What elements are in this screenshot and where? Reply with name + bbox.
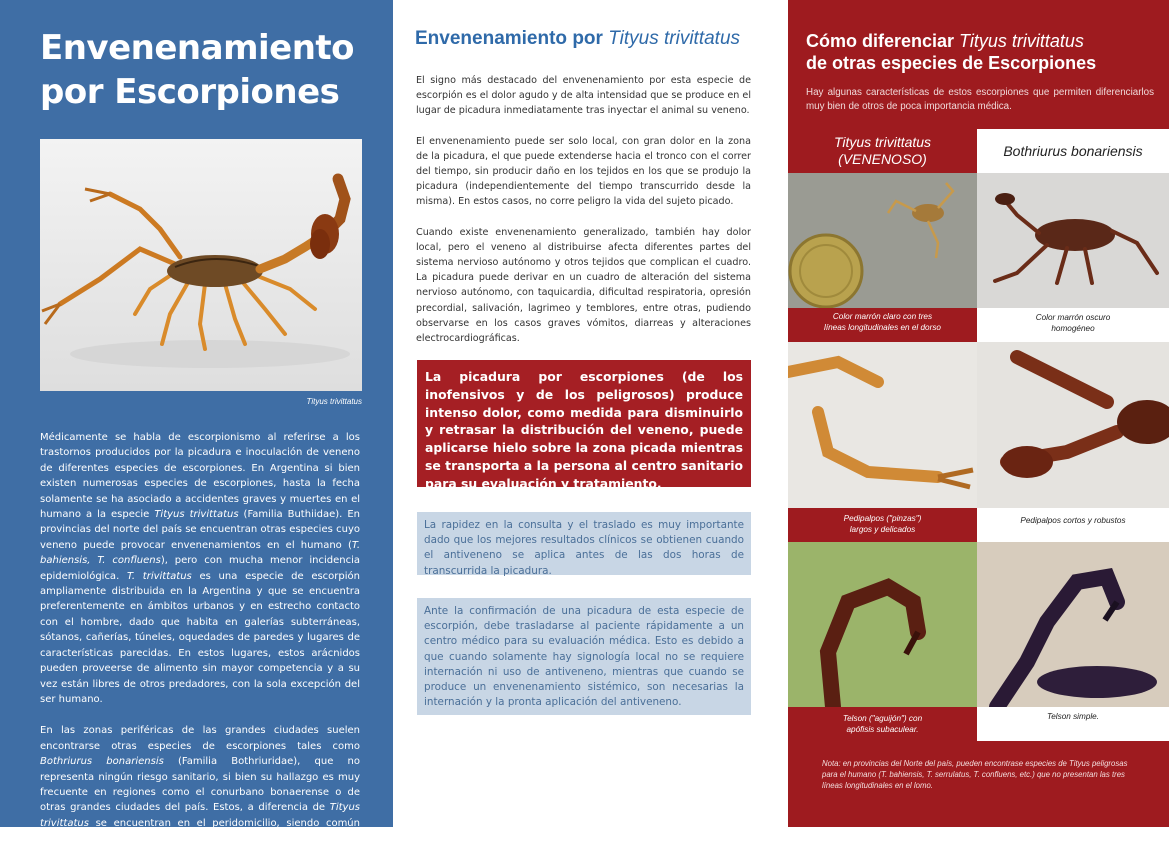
photo-tityus-dorsal — [788, 173, 977, 308]
comparison-intro: Hay algunas características de estos escorpiones que permiten diferenciarlos muy bien de otros de poca importancia médica. — [806, 87, 1154, 112]
caption-line: Color marrón oscuro — [1035, 313, 1111, 322]
caption-bothriurus-pedipalps: Pedipalpos cortos y robustos — [977, 508, 1169, 542]
caption-line: Pedipalpos ("pinzas") — [843, 514, 922, 523]
highlight-box-red: La picadura por escorpiones (de los inofensivos y de los peligrosos) produce intenso dolor, como medida para disminuirlo y retrasar la distribución del veneno, puede aplicarse hielo sobre la zona picada mientras se transporta a la persona al centro sanitario para su evaluación y tratamiento. — [417, 360, 751, 487]
caption-line: Color marrón claro con tres — [832, 312, 933, 321]
info-box-blue-2: Ante la confirmación de una picadura de esta especie de escorpión, debe trasladarse al paciente rápidamente a un centro médico para su evaluación médica. Esto es debido a que cuando solamente hay signología local no se requiere internación ni uso de antiveneno, mientras que cuando se produce un envenenamiento sistémico, son necesarias la internación y la pronta aplicación del antiveneno. — [417, 598, 751, 715]
caption-tityus-telson — [788, 707, 977, 741]
photo-bothriurus-dorsal — [977, 173, 1169, 308]
text-run: (Familia Buthiidae). En provincias del norte del país se encuentran otras especies cuyo veneno puede provocar envenenamientos en el humano ( — [40, 509, 360, 551]
page-title: Envenenamiento por Escorpiones — [40, 28, 355, 112]
caption-line: líneas longitudinales en el dorso — [824, 323, 941, 332]
paragraph — [40, 723, 360, 846]
species-name: T. bahiensis, T. confluens — [40, 539, 360, 567]
photo-tityus-telson — [788, 542, 977, 707]
title-text: Cómo diferenciar — [806, 31, 960, 51]
text-run: (Familia Bothriuridae), que no representa ningún riesgo sanitario, si bien su hallazgo es muy frecuente en regiones como el conurbano bonaerense o de otras grandes ciudades del país. Estos, a diferencia de — [40, 756, 361, 814]
column-header-bothriurus: Bothriurus bonariensis — [977, 129, 1169, 173]
caption-bothriurus-telson: Telson simple. — [977, 707, 1169, 741]
text-run: se encuentran en el peridomicilio, siendo común encontrarlos en jardines sobre todo en los meses cálidos. — [40, 817, 360, 845]
paragraph: Cuando existe envenenamiento generalizado, también hay dolor local, pero el veneno al distribuirse afecta diferentes partes del sistema nervioso autónomo y otros tejidos que complican el cuadro. La picadura puede derivar en un cuadro de alteración del sistema nervioso autónomo, con taquicardia, dificultad respiratoria, opresión precordial, salivación, lagrimeo y temblores, entre otras, pudiendo observarse en los casos graves vómitos, diarreas y alteraciones electrocardiográficas. — [416, 226, 751, 345]
caption-line: apófisis subaculear. — [846, 725, 919, 734]
paragraph: El envenenamiento puede ser solo local, con gran dolor en la zona de la picadura, el que puede extenderse hacia el tronco con el correr del tiempo, sin producir daño en los tejidos en los que se produjo la picadura (independientemente del tiempo transcurrido desde la misma). En estos casos, no corre peligro la vida del sujeto picado. — [416, 135, 751, 208]
middle-body-text — [416, 73, 751, 361]
paragraph: El signo más destacado del envenenamiento por esta especie de escorpión es el dolor agudo y de alta intensidad que se produce en el lugar de picadura inmediatamente tras inyectar el animal su veneno. — [416, 75, 751, 117]
title-text: de otras especies de Escorpiones — [806, 53, 1097, 73]
species-name: T. trivittatus — [126, 570, 192, 582]
title-text: Envenenamiento por — [415, 28, 609, 49]
scorpion-photo — [40, 139, 362, 391]
info-box-blue-1: La rapidez en la consulta y el traslado es muy importante dado que los mejores resultados clínicos se obtienen cuando el antiveneno se aplica antes de las dos horas de transcurrida la picadura. — [417, 512, 751, 575]
text-run: ), pero con mucha menor incidencia epidemiológica. — [40, 555, 360, 582]
text-run: es una especie de escorpión ampliamente distribuida en la Argentina y que se encuentra preferentemente en ámbitos urbanos y en estrecho contacto con el hombre, dado que habita en galerías subterráneas, sótanos, cañerías, túneles, oquedades de paredes y lugares de características parecidas. En estos lugares, estos arácnidos pueden proveerse de alimento sin mayor competencia y a su vez están libres de otros predadores, con la sola excepción del ser humano. — [40, 570, 360, 705]
left-panel — [0, 0, 393, 845]
photo-caption: Tityus trivittatus — [306, 397, 362, 406]
caption-line: homogéneo — [1051, 324, 1095, 333]
comparison-title — [806, 30, 1096, 74]
text-run: Médicamente se habla de escorpionismo al referirse a los trastornos producidos por la picadura e inoculación de veneno de diferentes especies de escorpiones. En Argentina si bien existen numerosas especies de escorpiones, hasta la fecha solamente se ha asociado a accidentes graves y muertes en el humano a la especie — [40, 432, 360, 521]
footnote: Nota: en provincias del Norte del país, pueden encontrase especies de Tityus peligrosas para el humano (T. bahiensis, T. serrulatus, T. confluens, etc.) que no presentan las tres líneas longitudinales en el lomo. — [822, 759, 1128, 790]
photo-tityus-pedipalps — [788, 342, 977, 508]
photo-bothriurus-telson — [977, 542, 1169, 707]
species-name: Bothriurus bonariensis — [40, 756, 164, 768]
species-name: Tityus trivittatus — [154, 509, 239, 521]
right-panel — [788, 0, 1169, 827]
photo-bothriurus-pedipalps — [977, 342, 1169, 508]
column-header-tityus — [788, 129, 977, 173]
left-body-text — [40, 430, 360, 863]
section-title — [415, 28, 740, 50]
title-species: Tityus trivittatus — [608, 28, 741, 49]
header-line: (VENENOSO) — [838, 151, 927, 167]
caption-tityus-color — [788, 308, 977, 342]
text-run: En las zonas periféricas de las grandes ciudades suelen encontrarse otras especies de escorpiones tales como — [40, 725, 360, 752]
caption-line: largos y delicados — [849, 525, 916, 534]
caption-line: Telson ("aguijón") con — [842, 714, 923, 723]
species-name: Tityus trivittatus — [40, 802, 360, 829]
middle-panel — [393, 0, 788, 827]
paragraph — [40, 430, 360, 707]
caption-tityus-pedipalps — [788, 508, 977, 542]
caption-bothriurus-color — [977, 308, 1169, 342]
header-line: Tityus trivittatus — [833, 134, 932, 150]
title-species: Tityus trivittatus — [959, 31, 1084, 51]
